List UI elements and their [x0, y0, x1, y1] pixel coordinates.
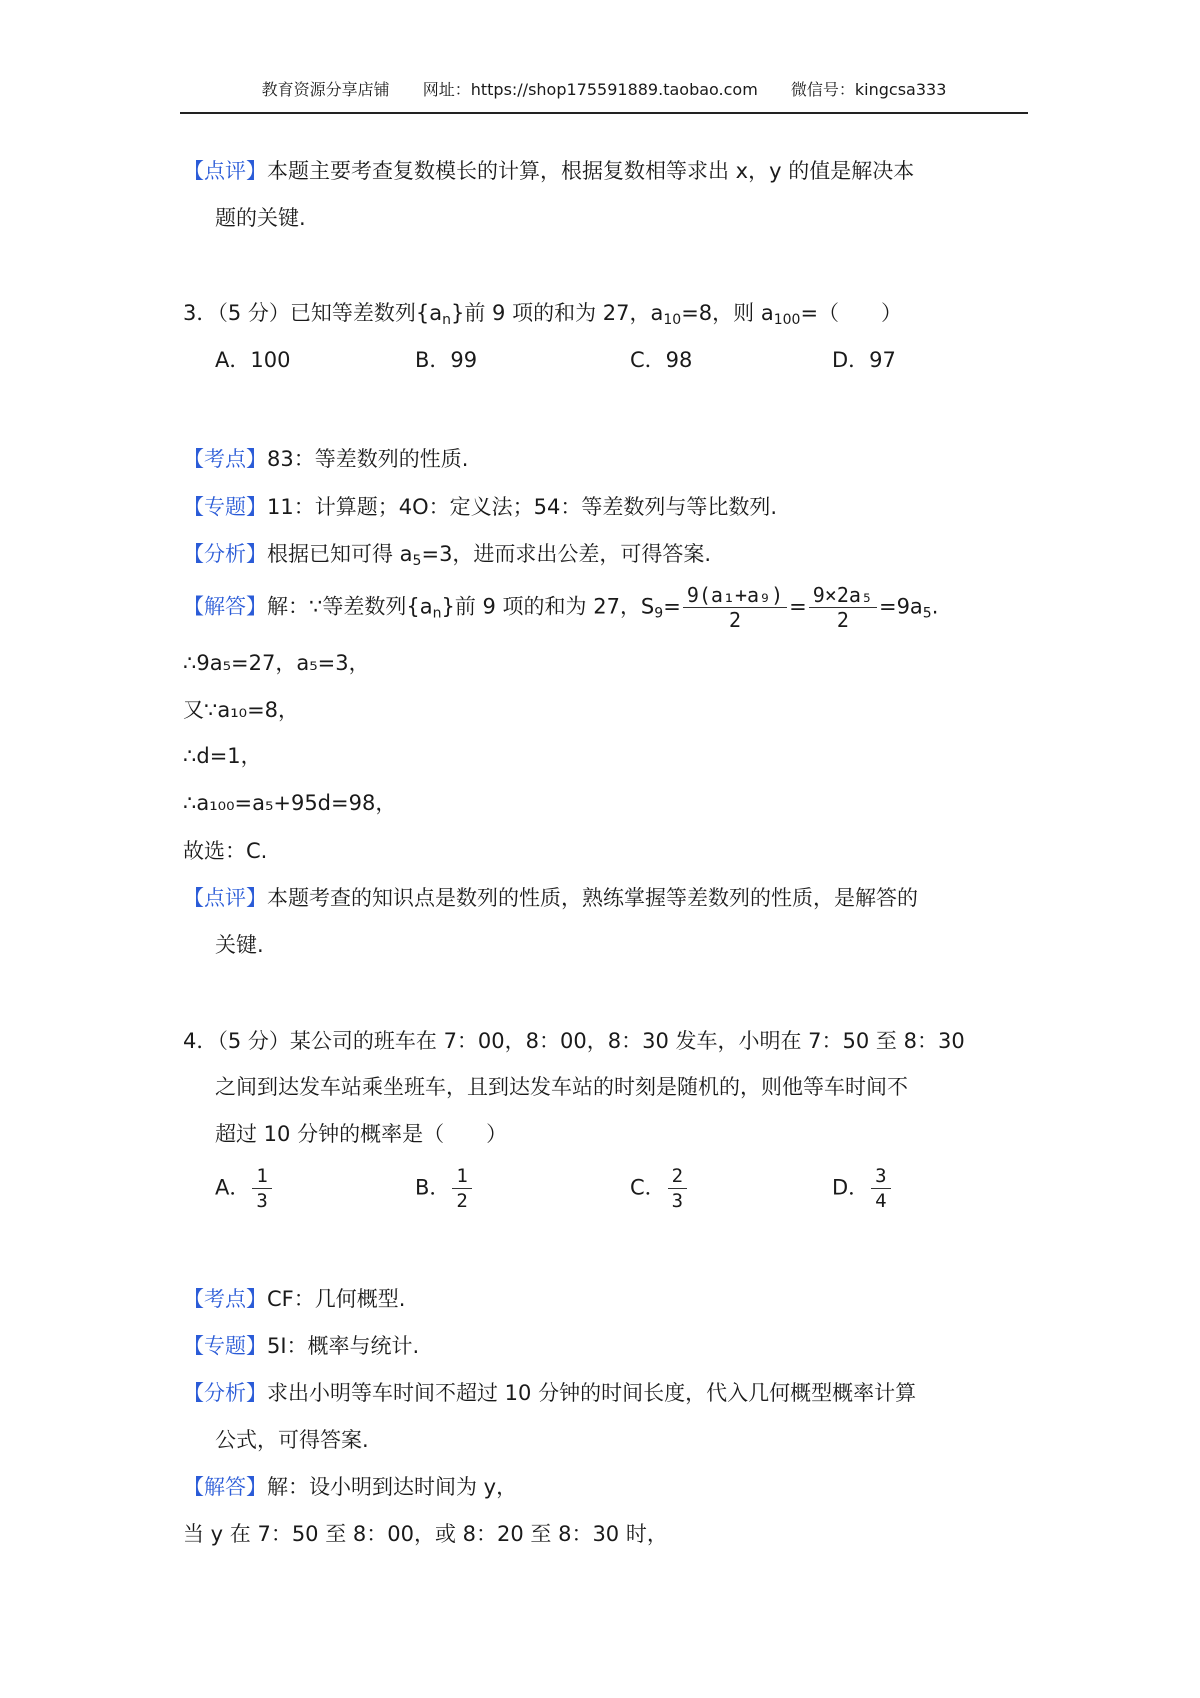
jieda-tag: 【解答】: [183, 1475, 267, 1499]
stem-part: }前 9 项的和为 27，a: [451, 301, 664, 325]
stem-part: =8，则 a: [681, 301, 774, 325]
q3-option-a: A．100: [215, 348, 291, 372]
prev-review-cont: 题的关键.: [215, 206, 306, 230]
fraction-denominator: 2: [836, 608, 849, 632]
jieda-text: =9a: [878, 594, 923, 619]
shop-name: 教育资源分享店铺: [261, 80, 390, 99]
q3-stem: [183, 298, 902, 328]
wechat-id: 微信号：kingcsa333: [790, 80, 947, 99]
fraction-sum: [683, 583, 787, 632]
option-label: A．: [215, 1175, 251, 1200]
fraction-denominator: 2: [728, 608, 741, 632]
jieda-text: 解：∵等差数列{a: [267, 594, 433, 619]
kaodian-text: 83：等差数列的性质.: [267, 447, 469, 471]
equals: =: [789, 594, 807, 619]
q3-option-c: C．98: [630, 348, 693, 372]
kaodian-text: CF：几何概型.: [267, 1287, 406, 1311]
q4-option-c: [630, 1164, 689, 1213]
fenxi-text: 求出小明等车时间不超过 10 分钟的时间长度，代入几何概型概率计算: [267, 1381, 917, 1405]
fraction-denominator: 3: [256, 1190, 268, 1212]
q3-step-3: ∴d=1，: [183, 744, 262, 768]
jieda-tag: 【解答】: [183, 594, 267, 619]
q3-step-2: 又∵a₁₀=8，: [183, 698, 300, 722]
page-header: [180, 78, 1028, 114]
q4-stem-1: 4．（5 分）某公司的班车在 7：00，8：00，8：30 发车，小明在 7：50 至 8：30: [183, 1029, 965, 1053]
fraction-denominator: 2: [456, 1190, 468, 1212]
fraction-numerator: 2: [668, 1164, 687, 1189]
q4-stem-3: 超过 10 分钟的概率是（ ）: [215, 1122, 508, 1146]
fraction-denominator: 4: [875, 1190, 887, 1212]
q3-fenxi: [183, 539, 711, 569]
subscript: 100: [773, 312, 801, 328]
q4-option-b: [415, 1164, 474, 1213]
fraction-numerator: 9(a₁+a₉): [683, 583, 787, 608]
option-fraction: [668, 1164, 687, 1213]
q4-fenxi: [183, 1378, 916, 1408]
fenxi-text: =3，进而求出公差，可得答案.: [421, 542, 712, 566]
zhuanti-text: 11：计算题；4O：定义法；54：等差数列与等比数列.: [267, 495, 778, 519]
fraction-numerator: 1: [452, 1164, 471, 1189]
q3-choice: 故选：C.: [183, 839, 268, 863]
period: .: [931, 594, 939, 619]
option-label: B．: [415, 1175, 451, 1200]
q4-option-a: [215, 1164, 274, 1213]
shop-url: 网址：https://shop175591889.taobao.com: [422, 80, 758, 99]
q3-dianping: [183, 883, 918, 913]
q4-jieda: [183, 1472, 517, 1502]
option-fraction: [452, 1164, 471, 1213]
subscript: 5: [922, 605, 932, 622]
stem-part: =（ ）: [800, 301, 903, 325]
kaodian-tag: 【考点】: [183, 1287, 267, 1311]
prev-review: [183, 156, 914, 186]
subscript: 9: [654, 605, 664, 622]
q4-step-1: 当 y 在 7：50 至 8：00，或 8：20 至 8：30 时，: [183, 1522, 668, 1546]
q3-kaodian: [183, 444, 468, 474]
q3-option-d: D．97: [832, 348, 896, 372]
option-label: C．: [630, 1175, 666, 1200]
fraction-simplified: [809, 583, 877, 632]
review-text: 本题主要考查复数模长的计算，根据复数相等求出 x，y 的值是解决本: [267, 159, 915, 183]
subscript: n: [432, 605, 442, 622]
q4-fenxi-cont: 公式，可得答案.: [215, 1428, 369, 1452]
kaodian-tag: 【考点】: [183, 447, 267, 471]
dianping-tag: 【点评】: [183, 886, 267, 910]
fenxi-tag: 【分析】: [183, 1381, 267, 1405]
review-tag: 【点评】: [183, 159, 267, 183]
option-fraction: [252, 1164, 271, 1213]
jieda-text: 解：设小明到达时间为 y，: [267, 1475, 518, 1499]
fraction-denominator: 3: [671, 1190, 684, 1212]
q3-option-b: B．99: [415, 348, 478, 372]
fraction-numerator: 3: [871, 1164, 890, 1189]
q3-jieda: [183, 583, 938, 632]
q3-zhuanti: [183, 492, 777, 522]
dianping-text: 本题考查的知识点是数列的性质，熟练掌握等差数列的性质，是解答的: [267, 886, 918, 910]
zhuanti-text: 5I：概率与统计.: [267, 1334, 420, 1358]
q4-option-d: [832, 1164, 893, 1213]
fenxi-tag: 【分析】: [183, 542, 267, 566]
equals: =: [663, 594, 681, 619]
zhuanti-tag: 【专题】: [183, 1334, 267, 1358]
q3-step-1: ∴9a₅=27，a₅=3，: [183, 651, 370, 675]
zhuanti-tag: 【专题】: [183, 495, 267, 519]
q3-dianping-cont: 关键.: [215, 933, 264, 957]
q3-step-4: ∴a₁₀₀=a₅+95d=98，: [183, 791, 397, 815]
jieda-text: }前 9 项的和为 27，S: [441, 594, 655, 619]
subscript: n: [442, 312, 452, 328]
fenxi-text: 根据已知可得 a: [267, 542, 413, 566]
option-label: D．: [832, 1175, 870, 1200]
option-fraction: [871, 1164, 890, 1213]
fraction-numerator: 1: [252, 1164, 271, 1189]
fraction-numerator: 9×2a₅: [809, 583, 877, 608]
subscript: 5: [412, 553, 422, 569]
q4-zhuanti: [183, 1331, 419, 1361]
q4-kaodian: [183, 1284, 405, 1314]
q4-stem-2: 之间到达发车站乘坐班车，且到达发车站的时刻是随机的，则他等车时间不: [215, 1075, 908, 1099]
stem-part: 3．（5 分）已知等差数列{a: [183, 301, 443, 325]
subscript: 10: [663, 312, 682, 328]
